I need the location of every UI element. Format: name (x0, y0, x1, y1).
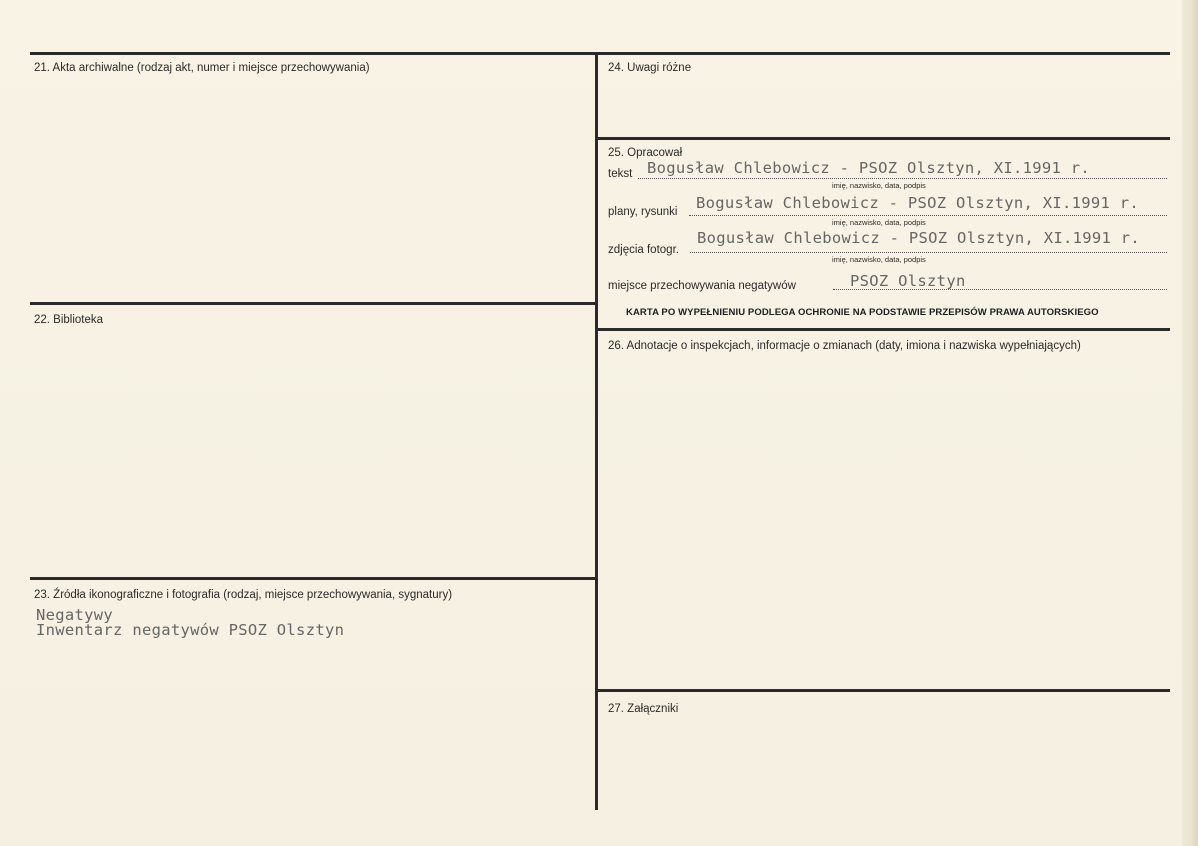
zdjecia-dotted-line (690, 252, 1167, 253)
section-25-label: 25. Opracował (608, 147, 683, 159)
tekst-label: tekst (608, 168, 633, 180)
plany-label: plany, rysunki (608, 206, 678, 218)
negatywy-value: PSOZ Olsztyn (850, 272, 966, 290)
rule-24-25 (597, 137, 1170, 140)
copyright-notice: KARTA PO WYPEŁNIENIU PODLEGA OCHRONIE NA PODSTAWIE PRZEPISÓW PRAWA AUTORSKIEGO (626, 307, 1099, 318)
center-divider (595, 52, 598, 810)
zdjecia-label: zdjęcia fotogr. (608, 244, 679, 256)
top-rule (30, 52, 1170, 55)
section-23-label: 23. Źródła ikonograficzne i fotografia (rodzaj, miejsce przechowywania, sygnatury) (34, 589, 453, 601)
section-23-entry-2: Inwentarz negatywów PSOZ Olsztyn (36, 621, 345, 639)
rule-26-27 (597, 689, 1170, 692)
section-26-label: 26. Adnotacje o inspekcjach, informacje o zmianach (daty, imiona i nazwiska wypełniających) (608, 340, 1081, 352)
section-27-label: 27. Załączniki (608, 703, 679, 715)
section-24-label: 24. Uwagi różne (608, 62, 692, 74)
negatywy-label: miejsce przechowywania negatywów (608, 280, 796, 292)
tekst-value: Bogusław Chlebowicz - PSOZ Olsztyn, XI.1991 r. (647, 159, 1091, 177)
tekst-dotted-line (638, 178, 1167, 179)
rule-22-23 (30, 577, 598, 580)
tekst-caption: imię, nazwisko, data, podpis (832, 181, 926, 190)
plany-dotted-line (689, 215, 1167, 216)
plany-caption: imię, nazwisko, data, podpis (832, 218, 926, 227)
zdjecia-value: Bogusław Chlebowicz - PSOZ Olsztyn, XI.1991 r. (697, 229, 1141, 247)
section-23-entry-1: Negatywy (36, 606, 114, 624)
plany-value: Bogusław Chlebowicz - PSOZ Olsztyn, XI.1991 r. (696, 194, 1140, 212)
rule-21-22 (30, 302, 598, 305)
section-22-label: 22. Biblioteka (34, 314, 104, 326)
rule-25-26 (597, 328, 1170, 331)
section-21-label: 21. Akta archiwalne (rodzaj akt, numer i miejsce przechowywania) (34, 62, 370, 74)
zdjecia-caption: imię, nazwisko, data, podpis (832, 255, 926, 264)
card-edge (1182, 0, 1198, 846)
